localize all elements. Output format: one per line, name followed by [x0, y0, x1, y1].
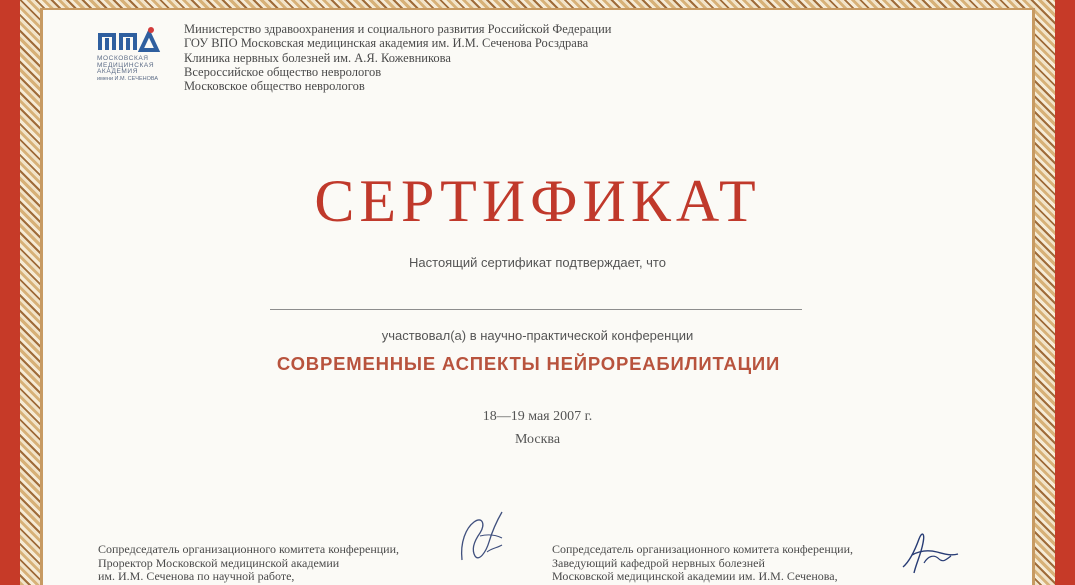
confirm-text: Настоящий сертификат подтверждает, что: [409, 255, 666, 270]
logo-line: имени И.М. СЕЧЕНОВА: [97, 75, 159, 82]
signatory-line: им. И.М. Сеченова по научной работе,: [98, 569, 295, 583]
organization-line: ГОУ ВПО Московская медицинская академия им. И.М. Сеченова Росздрава: [184, 36, 589, 51]
mma-logo-icon: [97, 26, 163, 52]
conference-date: 18—19 мая 2007 г.: [482, 409, 593, 424]
organizations-list: [184, 22, 611, 93]
signatory-line: Заведующий кафедрой нервных болезней: [552, 555, 765, 570]
recipient-name-line: [270, 309, 802, 310]
logo-line: МЕДИЦИНСКАЯ: [97, 61, 155, 69]
certificate-paper: [43, 10, 1032, 585]
certificate-title: СЕРТИФИКАТ: [314, 168, 761, 234]
signatory-line: Проректор Московской медицинской академии: [98, 555, 340, 570]
conference-name: СОВРЕМЕННЫЕ АСПЕКТЫ НЕЙРОРЕАБИЛИТАЦИИ: [276, 353, 781, 374]
organization-line: Всероссийское общество неврологов: [184, 64, 382, 79]
logo-line: МОСКОВСКАЯ: [97, 55, 149, 62]
right-signatory: [552, 543, 853, 584]
signatory-line: Московской медицинской академии им. И.М. Сеченова,: [552, 569, 838, 583]
conference-city: Москва: [514, 432, 561, 447]
left-signature-icon: [452, 500, 516, 572]
left-signatory: [98, 543, 399, 584]
logo-text: [97, 56, 167, 82]
organization-line: Министерство здравоохранения и социального развития Российской Федерации: [184, 22, 612, 36]
organization-line: Клиника нервных болезней им. А.Я. Кожевникова: [184, 50, 451, 65]
academy-logo: [97, 26, 167, 88]
right-signature-icon: [898, 525, 960, 579]
signatory-line: Сопредседатель организационного комитета конференции,: [98, 542, 400, 556]
signatory-line: Сопредседатель организационного комитета конференции,: [552, 542, 854, 556]
logo-line: АКАДЕМИЯ: [97, 68, 138, 75]
participation-text: участвовал(а) в научно-практической конференции: [381, 328, 694, 343]
organization-line: Московское общество неврологов: [184, 79, 365, 94]
